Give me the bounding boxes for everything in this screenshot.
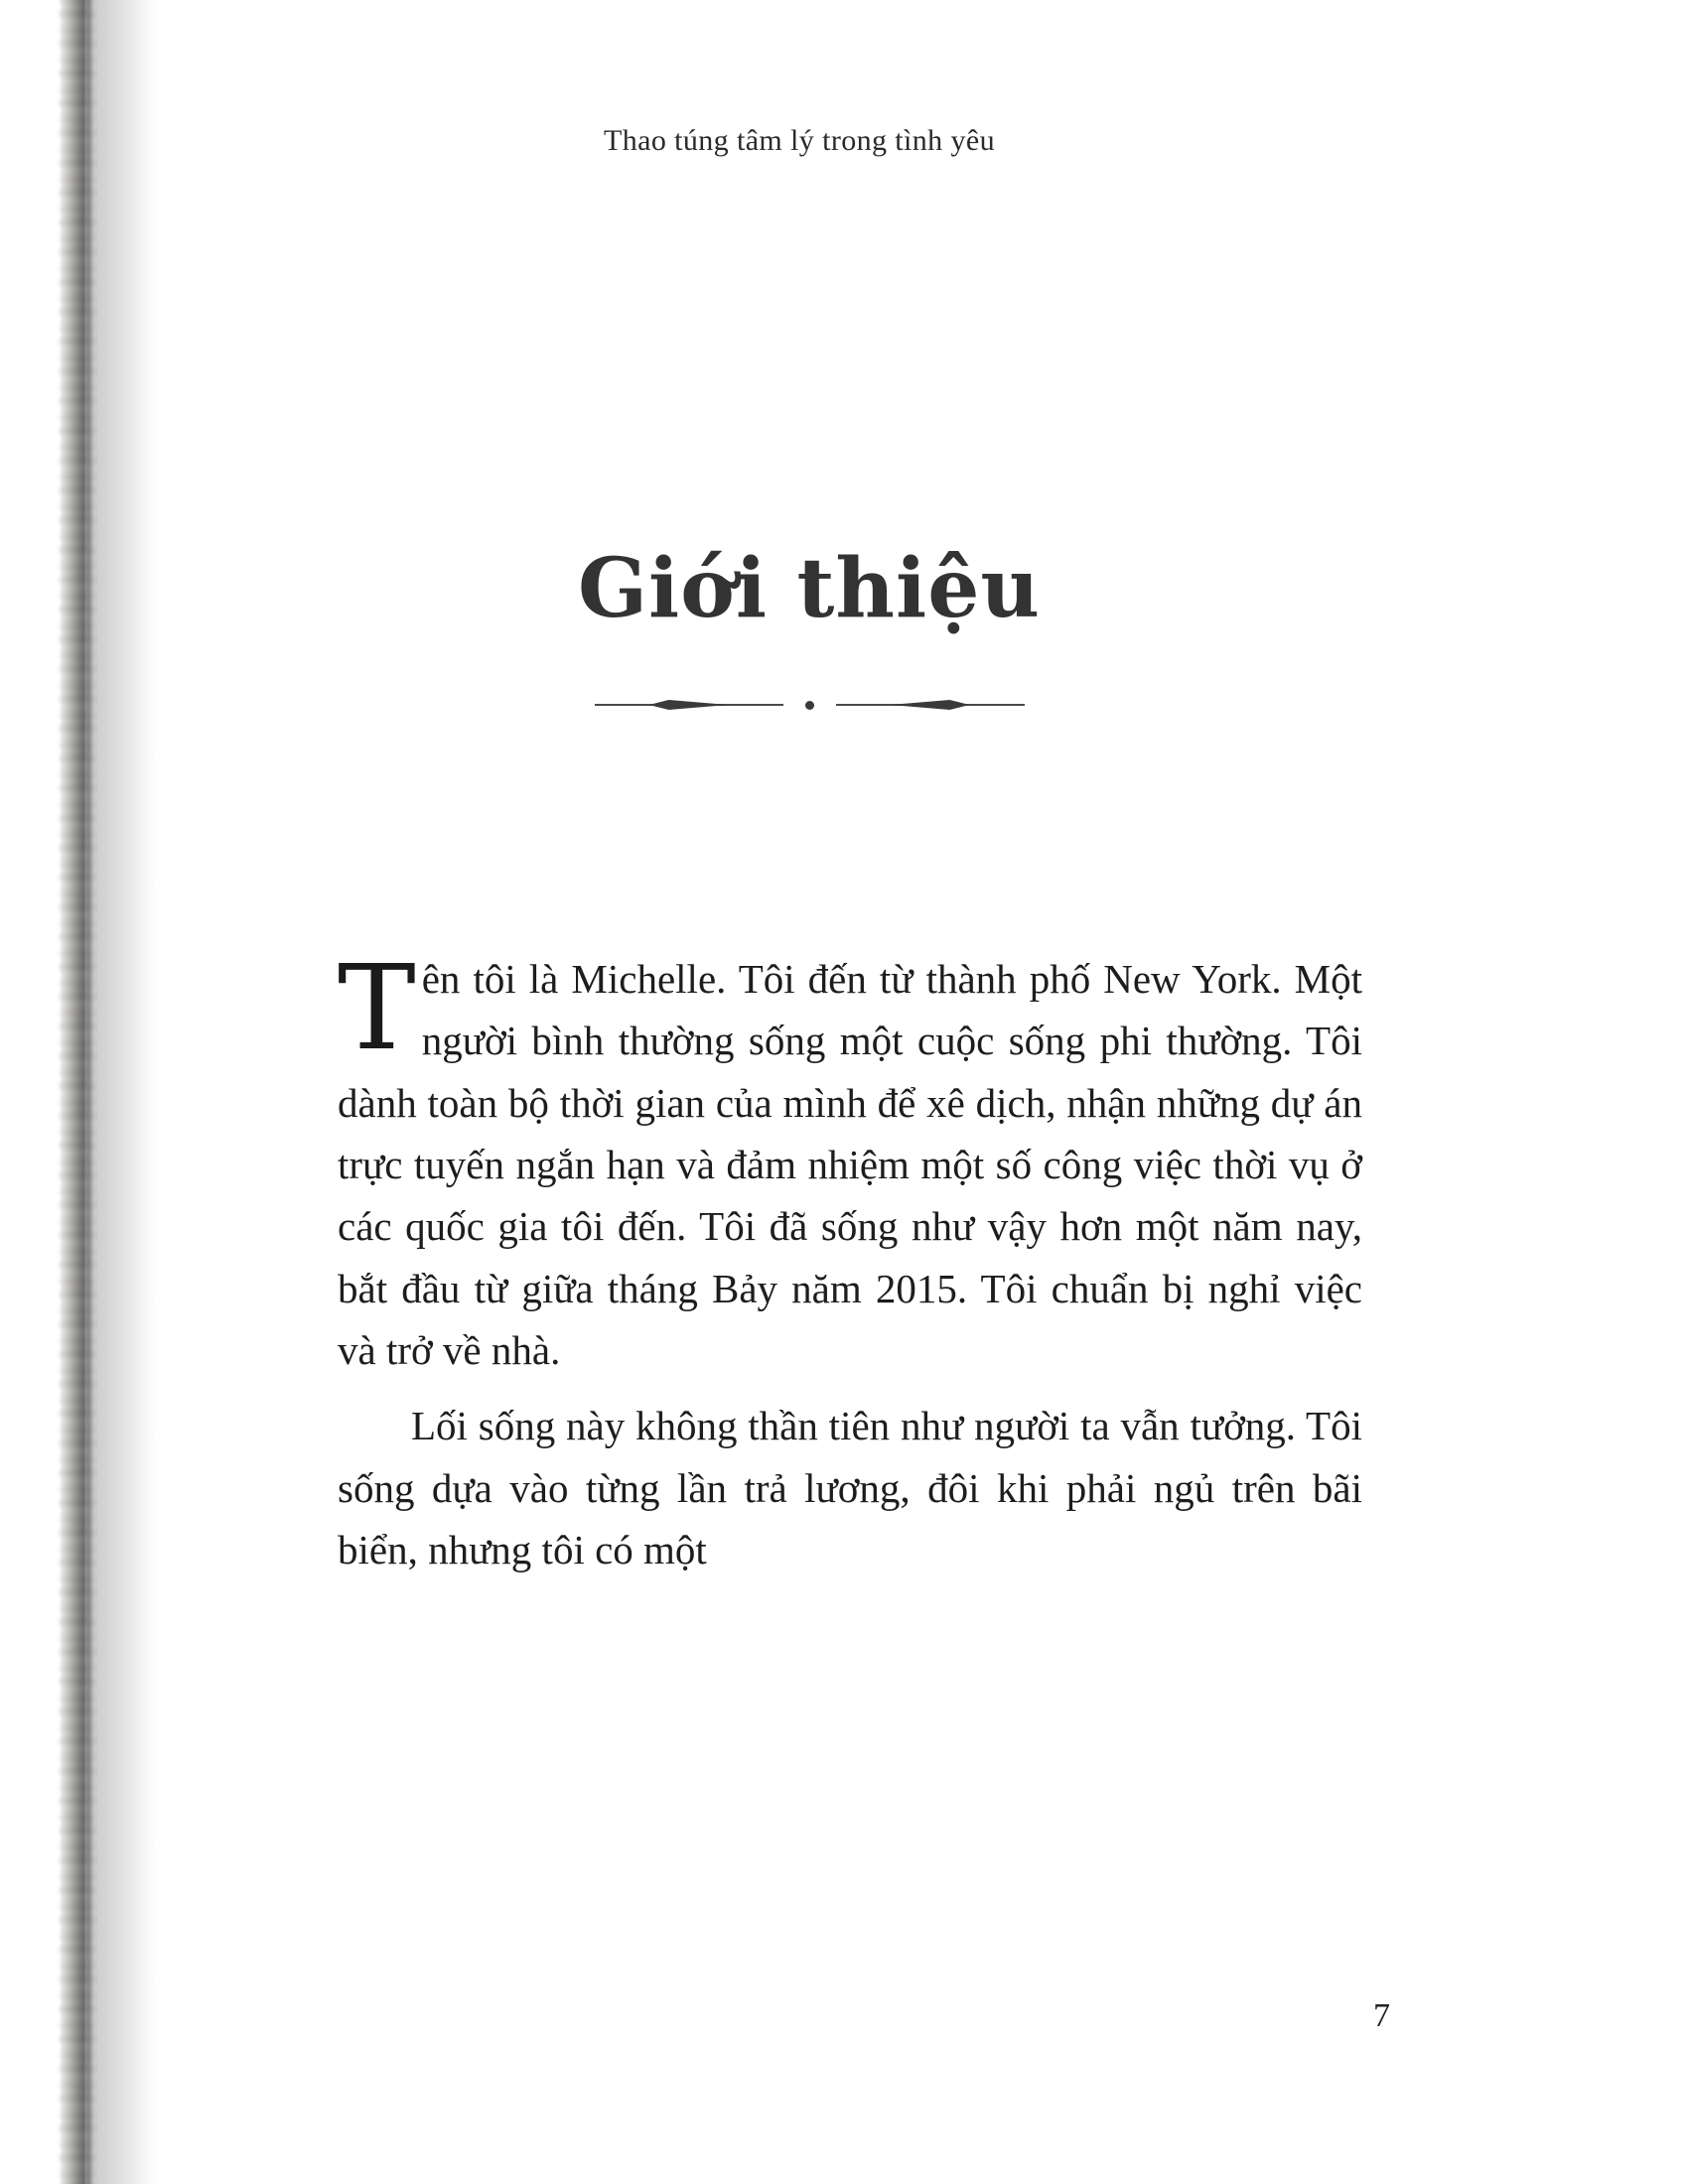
page-number: 7 [1373,1997,1390,2034]
running-head: Thao túng tâm lý trong tình yêu [603,124,995,157]
binding-shadow [87,0,157,2184]
ornament-divider [0,700,1688,710]
paragraph [338,939,1362,1381]
drop-cap: T [338,939,416,1076]
paragraph [338,1395,1362,1580]
ornament-left-icon [595,700,783,710]
page-title: Giới thiệu [577,541,1041,636]
body-text [338,939,1362,1594]
ornament-dot-icon [805,701,814,710]
paragraph-text: Lối sống này không thần tiên như người ta vẫn tưởng. Tôi sống dựa vào từng lần trả lương, đôi khi phải ngủ trên bãi biển, nhưng tôi có một [338,1403,1362,1572]
paragraph-text: ên tôi là Michelle. Tôi đến từ thành phố New York. Một người bình thường sống một cuộc sống phi thường. Tôi dành toàn bộ thời gian của mình để xê dịch, nhận những dự án trực tuyến ngắn hạn và đảm nhiệm một số công việc thời vụ ở các quốc gia tôi đến. Tôi đã sống như vậy hơn một năm nay, bắt đầu từ giữa tháng Bảy năm 2015. Tôi chuẩn bị nghỉ việc và trở về nhà. [338,956,1362,1373]
ornament-right-icon [836,700,1025,710]
